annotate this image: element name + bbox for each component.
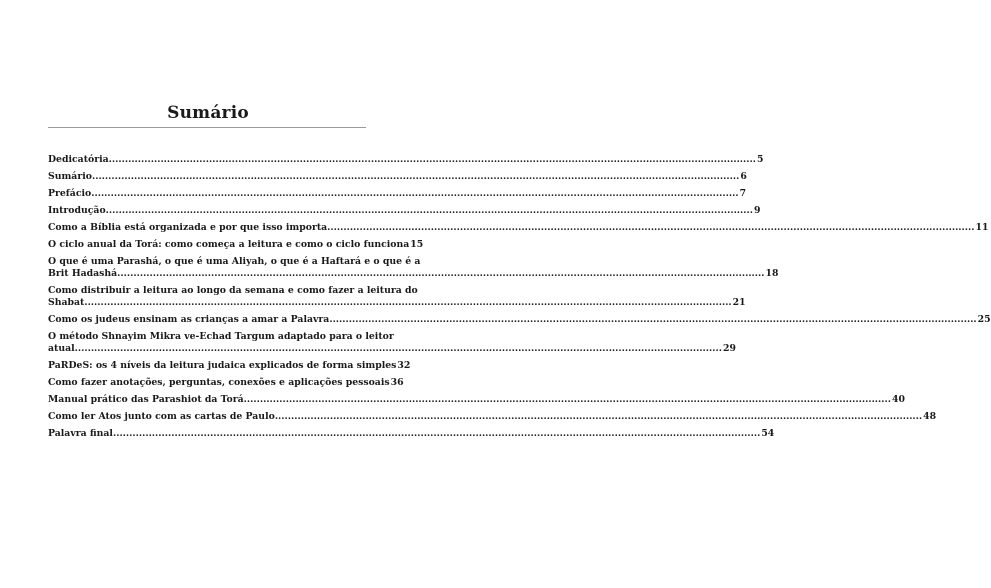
toc-entry-page: 15: [410, 239, 424, 250]
toc-entry: [48, 331, 736, 355]
dot-leader: ........................................................................................................................................................................................................: [84, 297, 732, 308]
toc-entry: [48, 314, 991, 326]
toc-entry: [48, 411, 937, 423]
toc-entry-title: Introdução: [48, 205, 106, 216]
toc-entry: [48, 377, 404, 389]
toc-entry-title: PaRDeS: os 4 níveis da leitura judaica explicados de forma simples: [48, 360, 397, 371]
toc-entry-title-line2: atual: [48, 343, 75, 354]
toc-entry-title: Como ler Atos junto com as cartas de Paulo: [48, 411, 275, 422]
toc-entry-title-line1: Como distribuir a leitura ao longo da semana e como fazer a leitura do: [48, 285, 418, 296]
toc-entry: [48, 394, 905, 406]
toc-entry-page: 9: [754, 205, 761, 216]
toc-entry-title: Palavra final: [48, 428, 113, 439]
toc-entry-page: 40: [892, 394, 905, 405]
toc-entry-page: 32: [397, 360, 411, 371]
dot-leader: ........................................................................................................................................................................................................: [327, 222, 975, 233]
dot-leader: ........................................................................................................................................................................................................: [243, 394, 891, 405]
toc-entry-page: 29: [722, 343, 736, 354]
table-of-contents: [48, 154, 991, 445]
dot-leader: ........................................................................................................................................................................................................: [74, 343, 722, 354]
toc-entry-title: Prefácio: [48, 188, 92, 199]
toc-entry-page: 48: [923, 411, 937, 422]
toc-entry-title: O ciclo anual da Torá: como começa a leitura e como o ciclo funciona: [48, 239, 410, 250]
toc-entry: [48, 239, 424, 251]
toc-entry-title-line2: Brit Hadashá: [48, 268, 118, 279]
toc-entry-page: 25: [977, 314, 991, 325]
dot-leader: ........................................................................................................................................................................................................: [108, 154, 756, 165]
toc-entry: [48, 222, 989, 234]
page-title: Sumário: [167, 103, 249, 123]
toc-entry: [48, 360, 411, 372]
toc-entry: [48, 205, 761, 217]
toc-entry: [48, 256, 779, 280]
dot-leader: ........................................................................................................................................................................................................: [91, 188, 739, 199]
dot-leader: ........................................................................................................................................................................................................: [329, 314, 977, 325]
dot-leader: ........................................................................................................................................................................................................: [112, 428, 761, 439]
dot-leader: ........................................................................................................................................................................................................: [91, 171, 740, 182]
toc-entry-page: 11: [975, 222, 989, 233]
toc-entry: [48, 154, 764, 166]
toc-entry-title: Como os judeus ensinam as crianças a amar a Palavra: [48, 314, 330, 325]
toc-entry-page: 54: [761, 428, 775, 439]
dot-leader: ........................................................................................................................................................................................................: [117, 268, 765, 279]
dot-leader: ........................................................................................................................................................................................................: [274, 411, 923, 422]
toc-entry-title: Como a Bíblia está organizada e por que isso importa: [48, 222, 328, 233]
toc-entry-title: Como fazer anotações, perguntas, conexões e aplicações pessoais: [48, 377, 390, 388]
toc-entry-page: 7: [739, 188, 747, 199]
toc-entry: [48, 428, 775, 440]
toc-entry-page: 18: [765, 268, 779, 279]
toc-entry: [48, 285, 746, 309]
dot-leader: ........................................................................................................................................................................................................: [105, 205, 753, 216]
toc-entry: [48, 171, 747, 183]
toc-entry-title-line1: O que é uma Parashá, o que é uma Aliyah, o que é a Haftará e o que é a: [48, 256, 421, 267]
toc-entry-title-line2: Shabat: [48, 297, 85, 308]
toc-entry-page: 36: [390, 377, 404, 388]
toc-entry-title: Dedicatória: [48, 154, 109, 165]
toc-entry-title: Sumário: [48, 171, 92, 182]
toc-entry-page: 21: [732, 297, 746, 308]
toc-entry-title-line1: O método Shnayim Mikra ve-Echad Targum adaptado para o leitor: [48, 331, 394, 342]
toc-entry-title: Manual prático das Parashiot da Torá: [48, 394, 244, 405]
toc-entry-page: 5: [757, 154, 764, 165]
title-divider: [48, 127, 366, 128]
toc-entry: [48, 188, 747, 200]
toc-entry-page: 6: [740, 171, 747, 182]
